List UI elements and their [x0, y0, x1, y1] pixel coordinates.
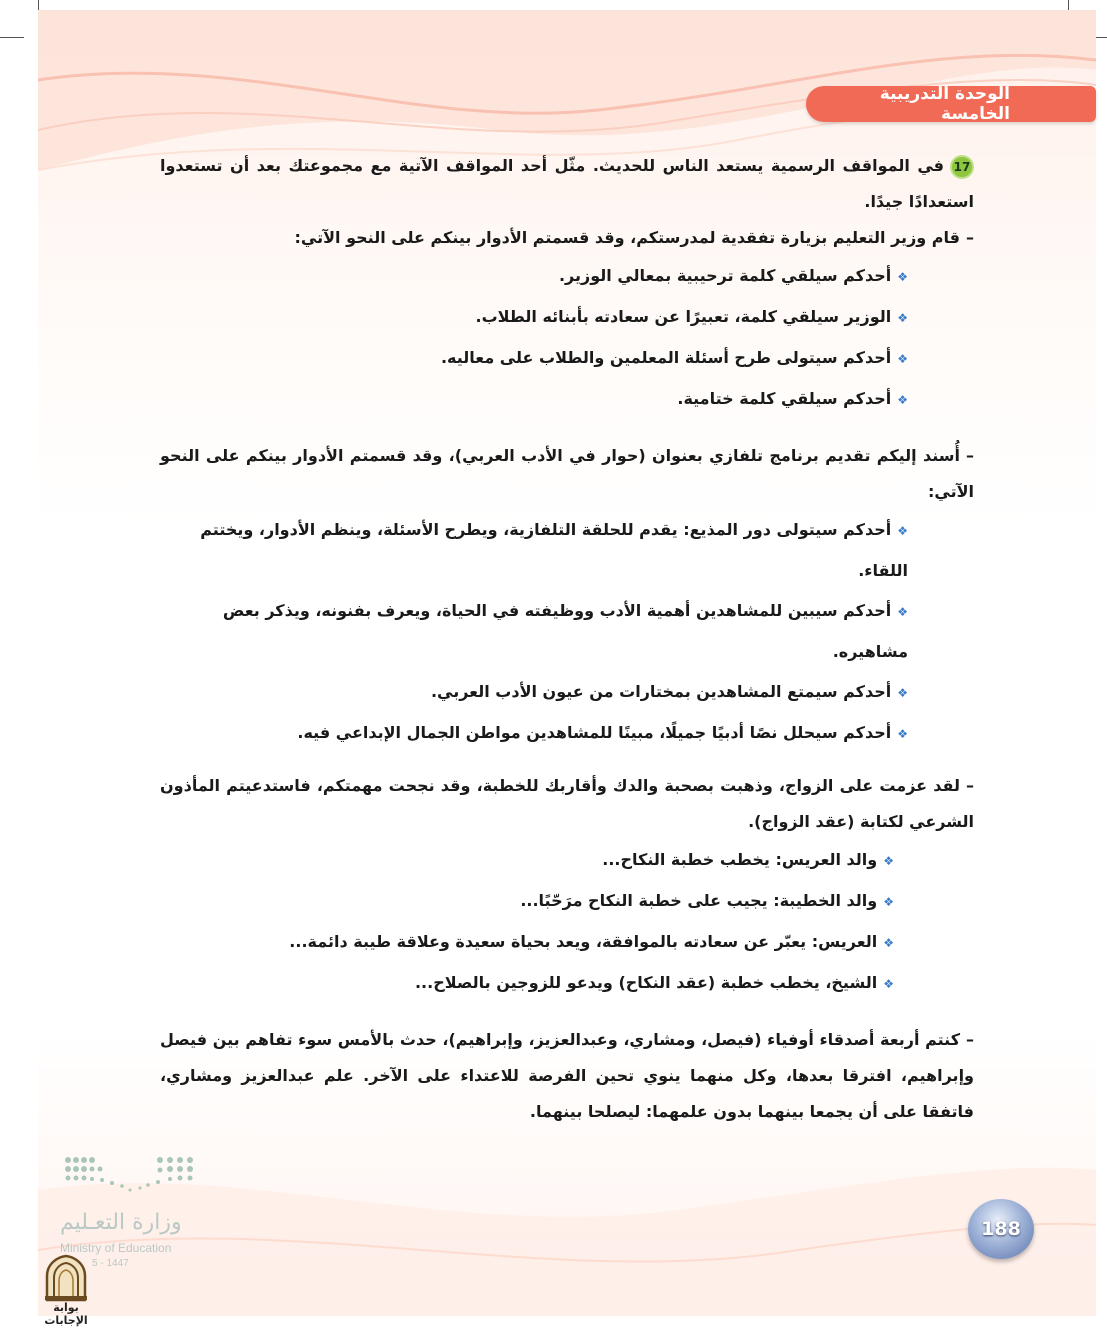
- crop-mark: [0, 37, 24, 38]
- scenario-text: [160, 220, 974, 256]
- scenario-text: [160, 1022, 974, 1130]
- list-item: ❖الشيخ، يخطب خطبة (عقد النكاح) ويدعو للزوجين بالصلاح...: [414, 973, 894, 992]
- scenario-1-text: قام وزير التعليم بزيارة تفقدية لمدرستكم، وقد قسمتم الأدوار بينكم على النحو الآتي:: [294, 228, 960, 247]
- spacer: [160, 754, 974, 768]
- spacer: [160, 420, 974, 438]
- list-item: ❖الوزير سيلقي كلمة، تعبيرًا عن سعادته بأبنائه الطلاب.: [475, 307, 908, 326]
- list-item: ❖أحدكم سيحلل نصًا أدبيًا جميلًا، مبينًا للمشاهدين مواطن الجمال الإبداعي فيه.: [297, 723, 908, 742]
- diamond-bullet-icon: ❖: [897, 727, 908, 741]
- list-item: ❖أحدكم سيمتع المشاهدين بمختارات من عيون الأدب العربي.: [430, 682, 908, 701]
- scenario-2-list: [160, 510, 974, 754]
- ministry-name-arabic: وزارة التعـليم: [60, 1210, 182, 1235]
- list-item: ❖أحدكم سيتولى طرح أسئلة المعلمين والطلاب على معاليه.: [440, 348, 908, 367]
- watermark-text: بوابة الإجابات: [44, 1301, 88, 1327]
- diamond-bullet-icon: ❖: [897, 311, 908, 325]
- list-item: ❖أحدكم سيبين للمشاهدين أهمية الأدب ووظيفته في الحياة، ويعرف بفنونه، ويذكر بعض مشاهيره.: [222, 601, 908, 661]
- diamond-bullet-icon: ❖: [897, 393, 908, 407]
- diamond-bullet-icon: ❖: [883, 895, 894, 909]
- unit-title-banner: [806, 86, 1096, 122]
- diamond-bullet-icon: ❖: [883, 936, 894, 950]
- scenario-2-text: أُسند إليكم تقديم برنامج تلفازي بعنوان (حوار في الأدب العربي)، وقد قسمتم الأدوار بينكم على النحو الآتي:: [160, 446, 974, 501]
- question-intro: [160, 148, 974, 220]
- list-item: ❖والد العريس: يخطب خطبة النكاح...: [602, 850, 894, 869]
- spacer: [160, 1004, 974, 1022]
- list-item: ❖أحدكم سيلقي كلمة ختامية.: [677, 389, 908, 408]
- ministry-logo-dots: [60, 1152, 200, 1202]
- scenario-1-list: [160, 256, 974, 420]
- scenario-3-text: لقد عزمت على الزواج، وذهبت بصحبة والدك وأقاربك للخطبة، وقد نجحت مهمتكم، فاستدعيتم المأذون الشرعي لكتابة (عقد الزواج).: [160, 776, 974, 831]
- question-number-badge: 17: [950, 155, 974, 179]
- diamond-bullet-icon: ❖: [897, 524, 908, 538]
- ministry-name-english: Ministry of Education: [60, 1241, 172, 1255]
- ministry-year: 5 - 1447: [92, 1258, 129, 1269]
- diamond-bullet-icon: ❖: [897, 686, 908, 700]
- scenario-3-list: [160, 840, 974, 1004]
- list-item: ❖أحدكم سيتولى دور المذيع: يقدم للحلقة التلفازية، ويطرح الأسئلة، وينظم الأدوار، ويختتم اللقاء.: [200, 520, 908, 580]
- diamond-bullet-icon: ❖: [883, 977, 894, 991]
- gate-logo-icon: [43, 1254, 89, 1302]
- diamond-bullet-icon: ❖: [897, 352, 908, 366]
- dash-marker: –: [966, 446, 974, 465]
- scenario-4-text: كنتم أربعة أصدقاء أوفياء (فيصل، ومشاري، وعبدالعزيز، وإبراهيم)، حدث بالأمس سوء تفاهم بين فيصل وإبراهيم، افترقا بعدها، وكل منهما ينوي تحين الفرصة للاعتداء على الآخر. علم عبدالعزيز ومشاري، فاتفقا على أن يجمعا بينهما بدون علمهما: ليصلحا بينهما.: [160, 1030, 974, 1121]
- list-item: ❖والد الخطيبة: يجيب على خطبة النكاح مرَحّبًا...: [520, 891, 894, 910]
- unit-title: الوحدة التدريبية الخامسة: [879, 84, 1010, 124]
- diamond-bullet-icon: ❖: [897, 605, 908, 619]
- dash-marker: –: [966, 776, 974, 795]
- dash-marker: –: [966, 228, 974, 247]
- list-item: ❖أحدكم سيلقي كلمة ترحيبية بمعالي الوزير.: [558, 266, 908, 285]
- question-intro-text: في المواقف الرسمية يستعد الناس للحديث. مثّل أحد المواقف الآتية مع مجموعتك بعد أن تستعدوا استعدادًا جيدًا.: [160, 156, 974, 211]
- list-item: ❖العريس: يعبّر عن سعادته بالموافقة، ويعد بحياة سعيدة وعلاقة طيبة دائمة...: [289, 932, 894, 951]
- scenario-text: [160, 768, 974, 840]
- diamond-bullet-icon: ❖: [883, 854, 894, 868]
- dash-marker: –: [966, 1030, 974, 1049]
- scenario-text: [160, 438, 974, 510]
- page-number-badge: [968, 1199, 1034, 1259]
- page-number: 188: [981, 1218, 1021, 1240]
- main-content: [160, 148, 974, 1130]
- diamond-bullet-icon: ❖: [897, 270, 908, 284]
